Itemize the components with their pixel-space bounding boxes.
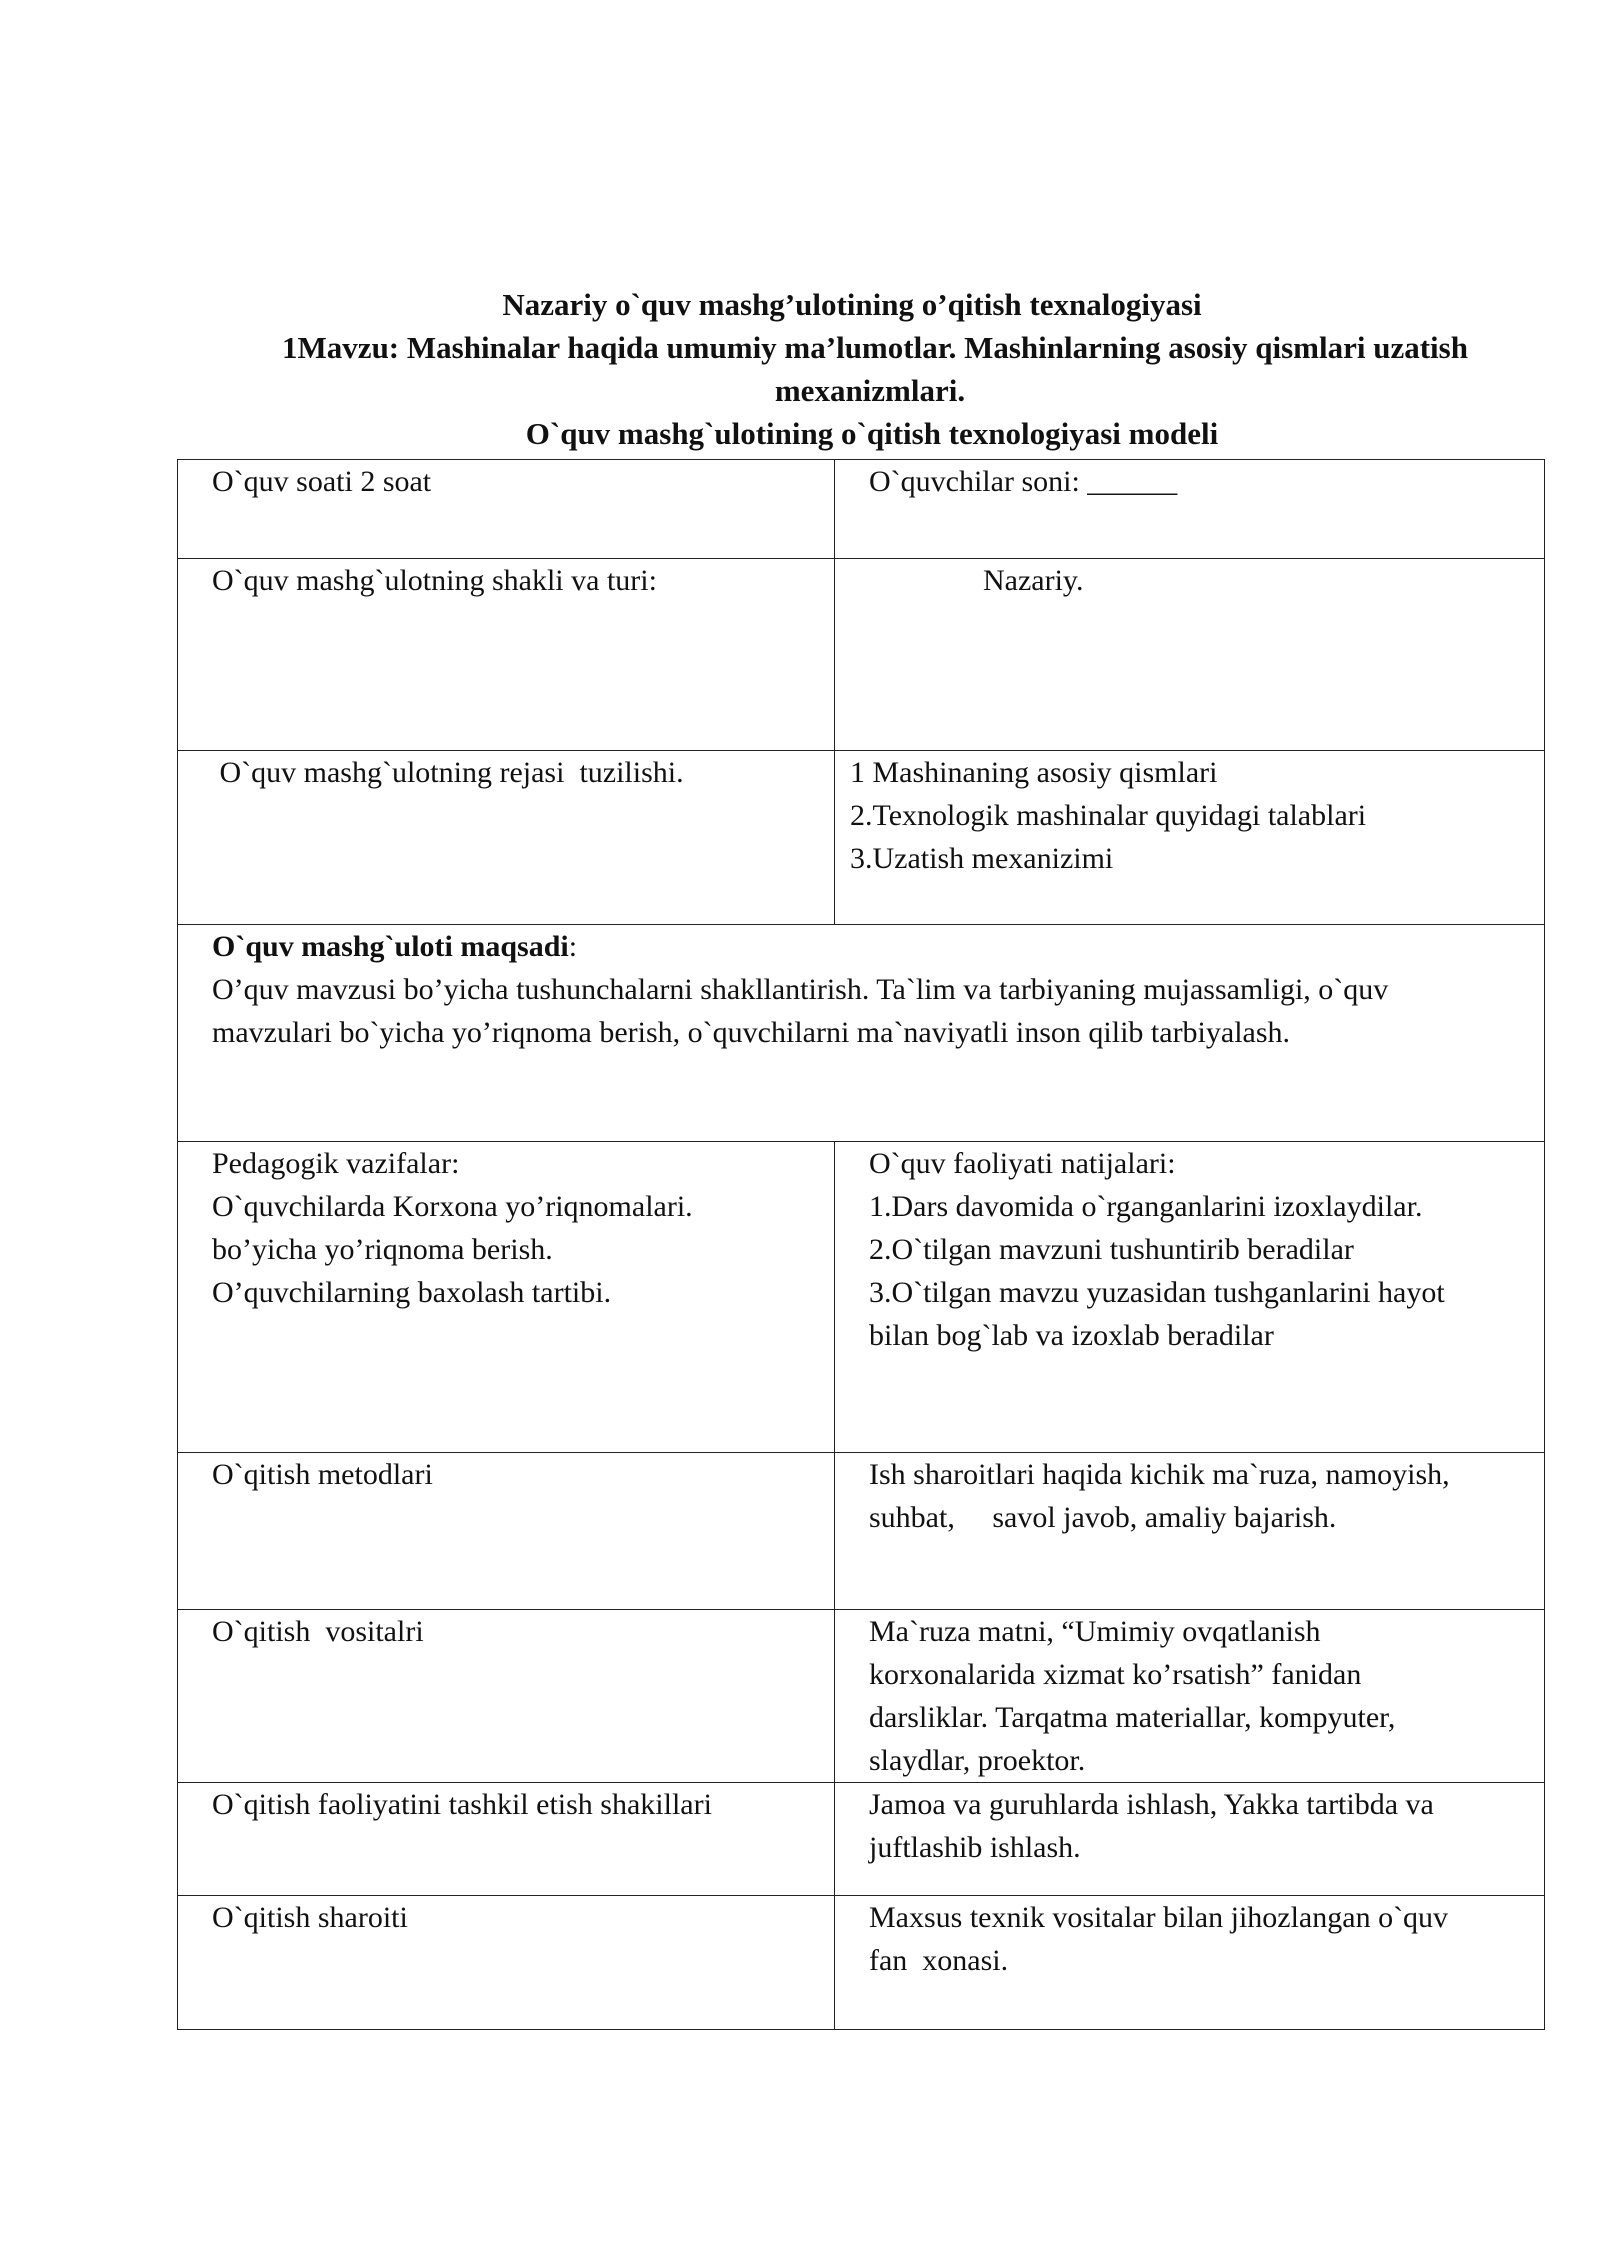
- cell-line: fan xonasi.: [869, 1944, 1009, 1977]
- table-row-methods: [178, 1453, 1545, 1610]
- cell-organization-label: [178, 1783, 835, 1896]
- task-line: bo’yicha yo’riqnoma berish.: [212, 1233, 553, 1266]
- cell-line: O`qitish metodlari: [212, 1458, 433, 1491]
- cell-line: suhbat, savol javob, amaliy bajarish.: [869, 1501, 1337, 1534]
- cell-pedagogical-tasks: [178, 1142, 835, 1453]
- cell-activity-results: [835, 1142, 1545, 1453]
- table-row-tools: [178, 1610, 1545, 1783]
- lesson-model-table: [177, 459, 1545, 2030]
- cell-line: Jamoa va guruhlarda ishlash, Yakka tartibda va: [869, 1788, 1434, 1821]
- goal-heading: O`quv mashg`uloti maqsadi: [212, 930, 569, 963]
- table-row-organization: [178, 1783, 1545, 1896]
- cell-line: Ish sharoitlari haqida kichik ma`ruza, namoyish,: [869, 1458, 1450, 1491]
- result-line: 2.O`tilgan mavzuni tushuntirib beradilar: [869, 1233, 1354, 1266]
- cell-methods-value: [835, 1453, 1545, 1610]
- cell-hours-label: [178, 460, 835, 559]
- table-row-tasks: [178, 1142, 1545, 1453]
- cell-line: Nazariy.: [983, 564, 1084, 597]
- cell-conditions-label: [178, 1896, 835, 2030]
- result-line: O`quv faoliyati natijalari:: [869, 1147, 1176, 1180]
- cell-line: O`qitish vositalri: [212, 1615, 424, 1648]
- result-line: 3.O`tilgan mavzu yuzasidan tushganlarini hayot: [869, 1276, 1445, 1309]
- goal-text-line: O’quv mavzusi bo’yicha tushunchalarni shakllantirish. Ta`lim va tarbiyaning mujassamligi, o`quv: [212, 973, 1389, 1006]
- cell-conditions-value: [835, 1896, 1545, 2030]
- model-heading: O`quv mashg`ulotining o`qitish texnologiyasi modeli: [525, 416, 1219, 451]
- cell-goal: [178, 925, 1545, 1142]
- plan-item: 1 Mashinaning asosiy qismlari: [850, 756, 1218, 789]
- plan-item: 3.Uzatish mexanizimi: [850, 842, 1114, 875]
- cell-line: Maxsus texnik vositalar bilan jihozlangan o`quv: [869, 1901, 1449, 1934]
- cell-tools-value: [835, 1610, 1545, 1783]
- goal-text-line: mavzulari bo`yicha yo’riqnoma berish, o`quvchilarni ma`naviyatli inson qilib tarbiyalash.: [212, 1016, 1291, 1049]
- cell-line: darsliklar. Tarqatma materiallar, kompyuter,: [869, 1701, 1396, 1734]
- topic-line-continued: mexanizmlari.: [774, 373, 966, 408]
- cell-line: O`quv mashg`ulotning shakli va turi:: [212, 564, 657, 597]
- cell-line: O`qitish sharoiti: [212, 1901, 408, 1934]
- cell-line: slaydlar, proektor.: [869, 1744, 1086, 1777]
- result-line: 1.Dars davomida o`rganganlarini izoxlaydilar.: [869, 1190, 1423, 1223]
- cell-tools-label: [178, 1610, 835, 1783]
- table-row-goal: [178, 925, 1545, 1142]
- cell-line: O`quv soati 2 soat: [212, 465, 432, 498]
- result-line: bilan bog`lab va izoxlab beradilar: [869, 1319, 1274, 1352]
- cell-line: Ma`ruza matni, “Umimiy ovqatlanish: [869, 1615, 1321, 1648]
- cell-form-label: [178, 559, 835, 751]
- task-line: O`quvchilarda Korxona yo’riqnomalari.: [212, 1190, 693, 1223]
- table-row-hours: [178, 460, 1545, 559]
- cell-line: O`quvchilar soni: ______: [869, 465, 1178, 498]
- task-line: O’quvchilarning baxolash tartibi.: [212, 1276, 612, 1309]
- cell-line: O`quv mashg`ulotning rejasi tuzilishi.: [212, 756, 684, 789]
- cell-plan-label: [178, 751, 835, 925]
- cell-organization-value: [835, 1783, 1545, 1896]
- cell-plan-items: [835, 751, 1545, 925]
- table-row-conditions: [178, 1896, 1545, 2030]
- cell-line: O`qitish faoliyatini tashkil etish shakillari: [212, 1788, 712, 1821]
- cell-form-value: [835, 559, 1545, 751]
- goal-heading-colon: :: [568, 930, 578, 963]
- cell-methods-label: [178, 1453, 835, 1610]
- cell-students-count: [835, 460, 1545, 559]
- topic-line: 1Mavzu: Mashinalar haqida umumiy ma’lumotlar. Mashinlarning asosiy qismlari uzatish: [282, 330, 1468, 365]
- cell-line: juftlashib ishlash.: [869, 1831, 1081, 1864]
- cell-line: korxonalarida xizmat ko’rsatish” fanidan: [869, 1658, 1362, 1691]
- task-line: Pedagogik vazifalar:: [212, 1147, 460, 1180]
- table-row-form: [178, 559, 1545, 751]
- table-row-plan: [178, 751, 1545, 925]
- document-title: Nazariy o`quv mashg’ulotining o’qitish texnalogiyasi: [502, 287, 1202, 322]
- plan-item: 2.Texnologik mashinalar quyidagi talablari: [850, 799, 1367, 832]
